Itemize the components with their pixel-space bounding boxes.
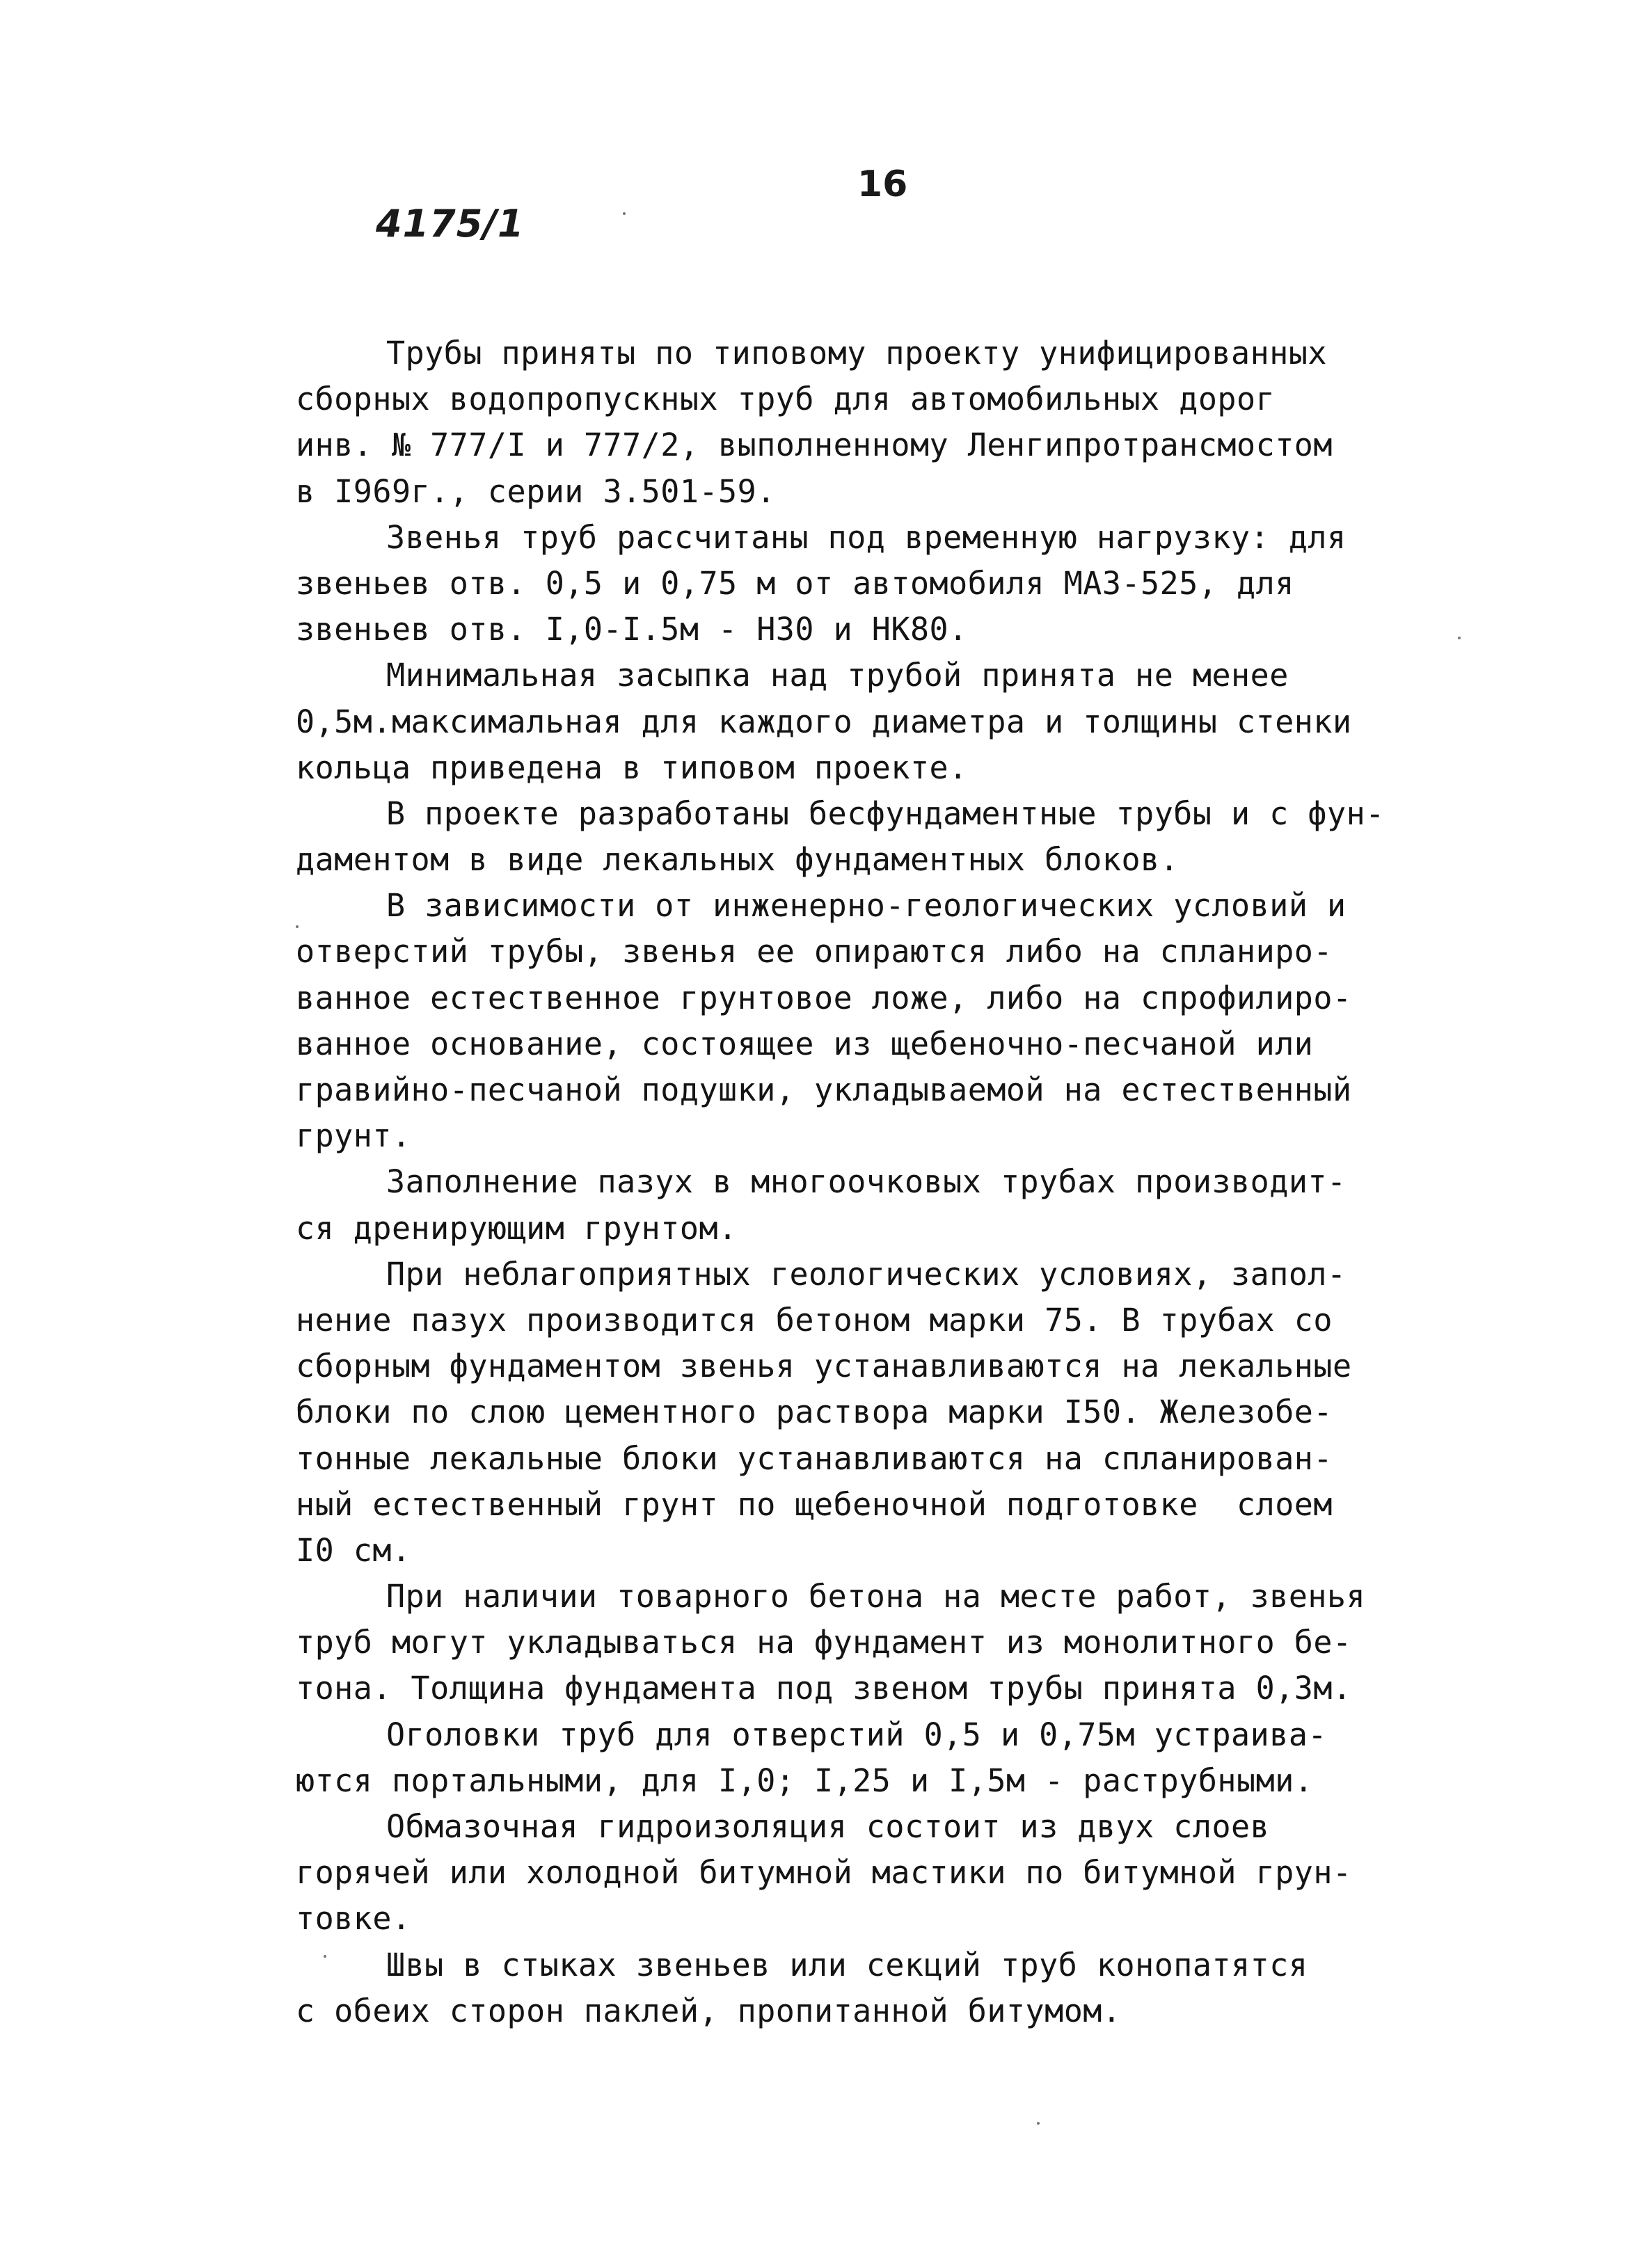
paragraph bbox=[296, 1942, 1381, 2034]
text-line: нение пазух производится бетоном марки 75. В трубах со bbox=[296, 1301, 1333, 1339]
scan-speck bbox=[1037, 2122, 1040, 2125]
text-line: При наличии товарного бетона на месте работ, звенья bbox=[386, 1578, 1366, 1615]
text-line: Обмазочная гидроизоляция состоит из двух слоев bbox=[386, 1808, 1270, 1845]
paragraph bbox=[296, 515, 1381, 653]
paragraph bbox=[296, 1712, 1381, 1804]
paragraph bbox=[296, 1252, 1381, 1574]
text-line: В проекте разработаны бесфундаментные трубы и с фун- bbox=[386, 794, 1385, 832]
paragraph bbox=[296, 1804, 1381, 1942]
scan-speck bbox=[324, 1955, 326, 1958]
text-line: При неблагоприятных геологических условиях, запол- bbox=[386, 1255, 1347, 1293]
text-line: Трубы приняты по типовому проекту унифицированных bbox=[386, 335, 1328, 372]
text-line: В зависимости от инженерно-геологических условий и bbox=[386, 887, 1347, 925]
text-line: ный естественный грунт по щебеночной подготовке слоем bbox=[296, 1485, 1333, 1523]
text-line: Заполнение пазух в многоочковых трубах производит- bbox=[386, 1163, 1347, 1201]
scan-speck bbox=[623, 212, 626, 215]
page-number: 16 bbox=[857, 163, 908, 205]
paragraph bbox=[296, 330, 1381, 515]
document-code: 4175/1 bbox=[376, 202, 525, 246]
text-line: труб могут укладываться на фундамент из монолитного бе- bbox=[296, 1624, 1352, 1661]
text-line: с обеих сторон паклей, пропитанной битумом. bbox=[296, 1992, 1122, 2029]
text-line: Звенья труб рассчитаны под временную нагрузку: для bbox=[386, 518, 1347, 556]
text-line: ются портальными, для I,0; I,25 и I,5м - раструбными. bbox=[296, 1762, 1314, 1799]
text-line: Оголовки труб для отверстий 0,5 и 0,75м устраива- bbox=[386, 1716, 1328, 1753]
text-line: ся дренирующим грунтом. bbox=[296, 1209, 738, 1247]
text-line: отверстий трубы, звенья ее опираются либо на спланиро- bbox=[296, 933, 1333, 971]
text-line: ванное естественное грунтовое ложе, либо на спрофилиро- bbox=[296, 979, 1352, 1016]
paragraph bbox=[296, 653, 1381, 791]
text-line: Минимальная засыпка над трубой принята не менее bbox=[386, 657, 1289, 694]
text-line: Швы в стыках звеньев или секций труб конопатятся bbox=[386, 1946, 1308, 1983]
text-line: I0 см. bbox=[296, 1531, 411, 1569]
text-line: тонные лекальные блоки устанавливаются на спланирован- bbox=[296, 1439, 1333, 1477]
text-line: сборных водопропускных труб для автомобильных дорог bbox=[296, 381, 1276, 418]
text-line: даментом в виде лекальных фундаментных блоков. bbox=[296, 841, 1180, 879]
text-line: тона. Толщина фундамента под звеном трубы принята 0,3м. bbox=[296, 1670, 1352, 1707]
paragraph bbox=[296, 883, 1381, 1159]
text-line: звеньев отв. I,0-I.5м - Н30 и НК80. bbox=[296, 611, 968, 648]
text-line: кольца приведена в типовом проекте. bbox=[296, 749, 968, 786]
text-line: в I969г., серии 3.501-59. bbox=[296, 472, 776, 510]
scan-speck bbox=[1458, 637, 1461, 639]
text-line: блоки по слою цементного раствора марки I50. Железобе- bbox=[296, 1393, 1333, 1431]
text-line: сборным фундаментом звенья устанавливаются на лекальные bbox=[296, 1348, 1352, 1385]
text-line: товке. bbox=[296, 1900, 411, 1938]
text-line: гравийно-песчаной подушки, укладываемой на естественный bbox=[296, 1071, 1352, 1108]
paragraph bbox=[296, 1159, 1381, 1251]
scan-speck bbox=[296, 925, 299, 928]
text-line: звеньев отв. 0,5 и 0,75 м от автомобиля МАЗ-525, для bbox=[296, 564, 1294, 602]
text-line: инв. № 777/I и 777/2, выполненному Ленгипротрансмостом bbox=[296, 426, 1333, 464]
text-line: горячей или холодной битумной мастики по битумной грун- bbox=[296, 1854, 1352, 1892]
text-line: 0,5м.максимальная для каждого диаметра и толщины стенки bbox=[296, 703, 1352, 740]
text-line: ванное основание, состоящее из щебеночно-песчаной или bbox=[296, 1025, 1314, 1062]
paragraph bbox=[296, 1574, 1381, 1712]
paragraph bbox=[296, 791, 1385, 883]
text-line: грунт. bbox=[296, 1117, 411, 1155]
body-text bbox=[296, 330, 1385, 2034]
